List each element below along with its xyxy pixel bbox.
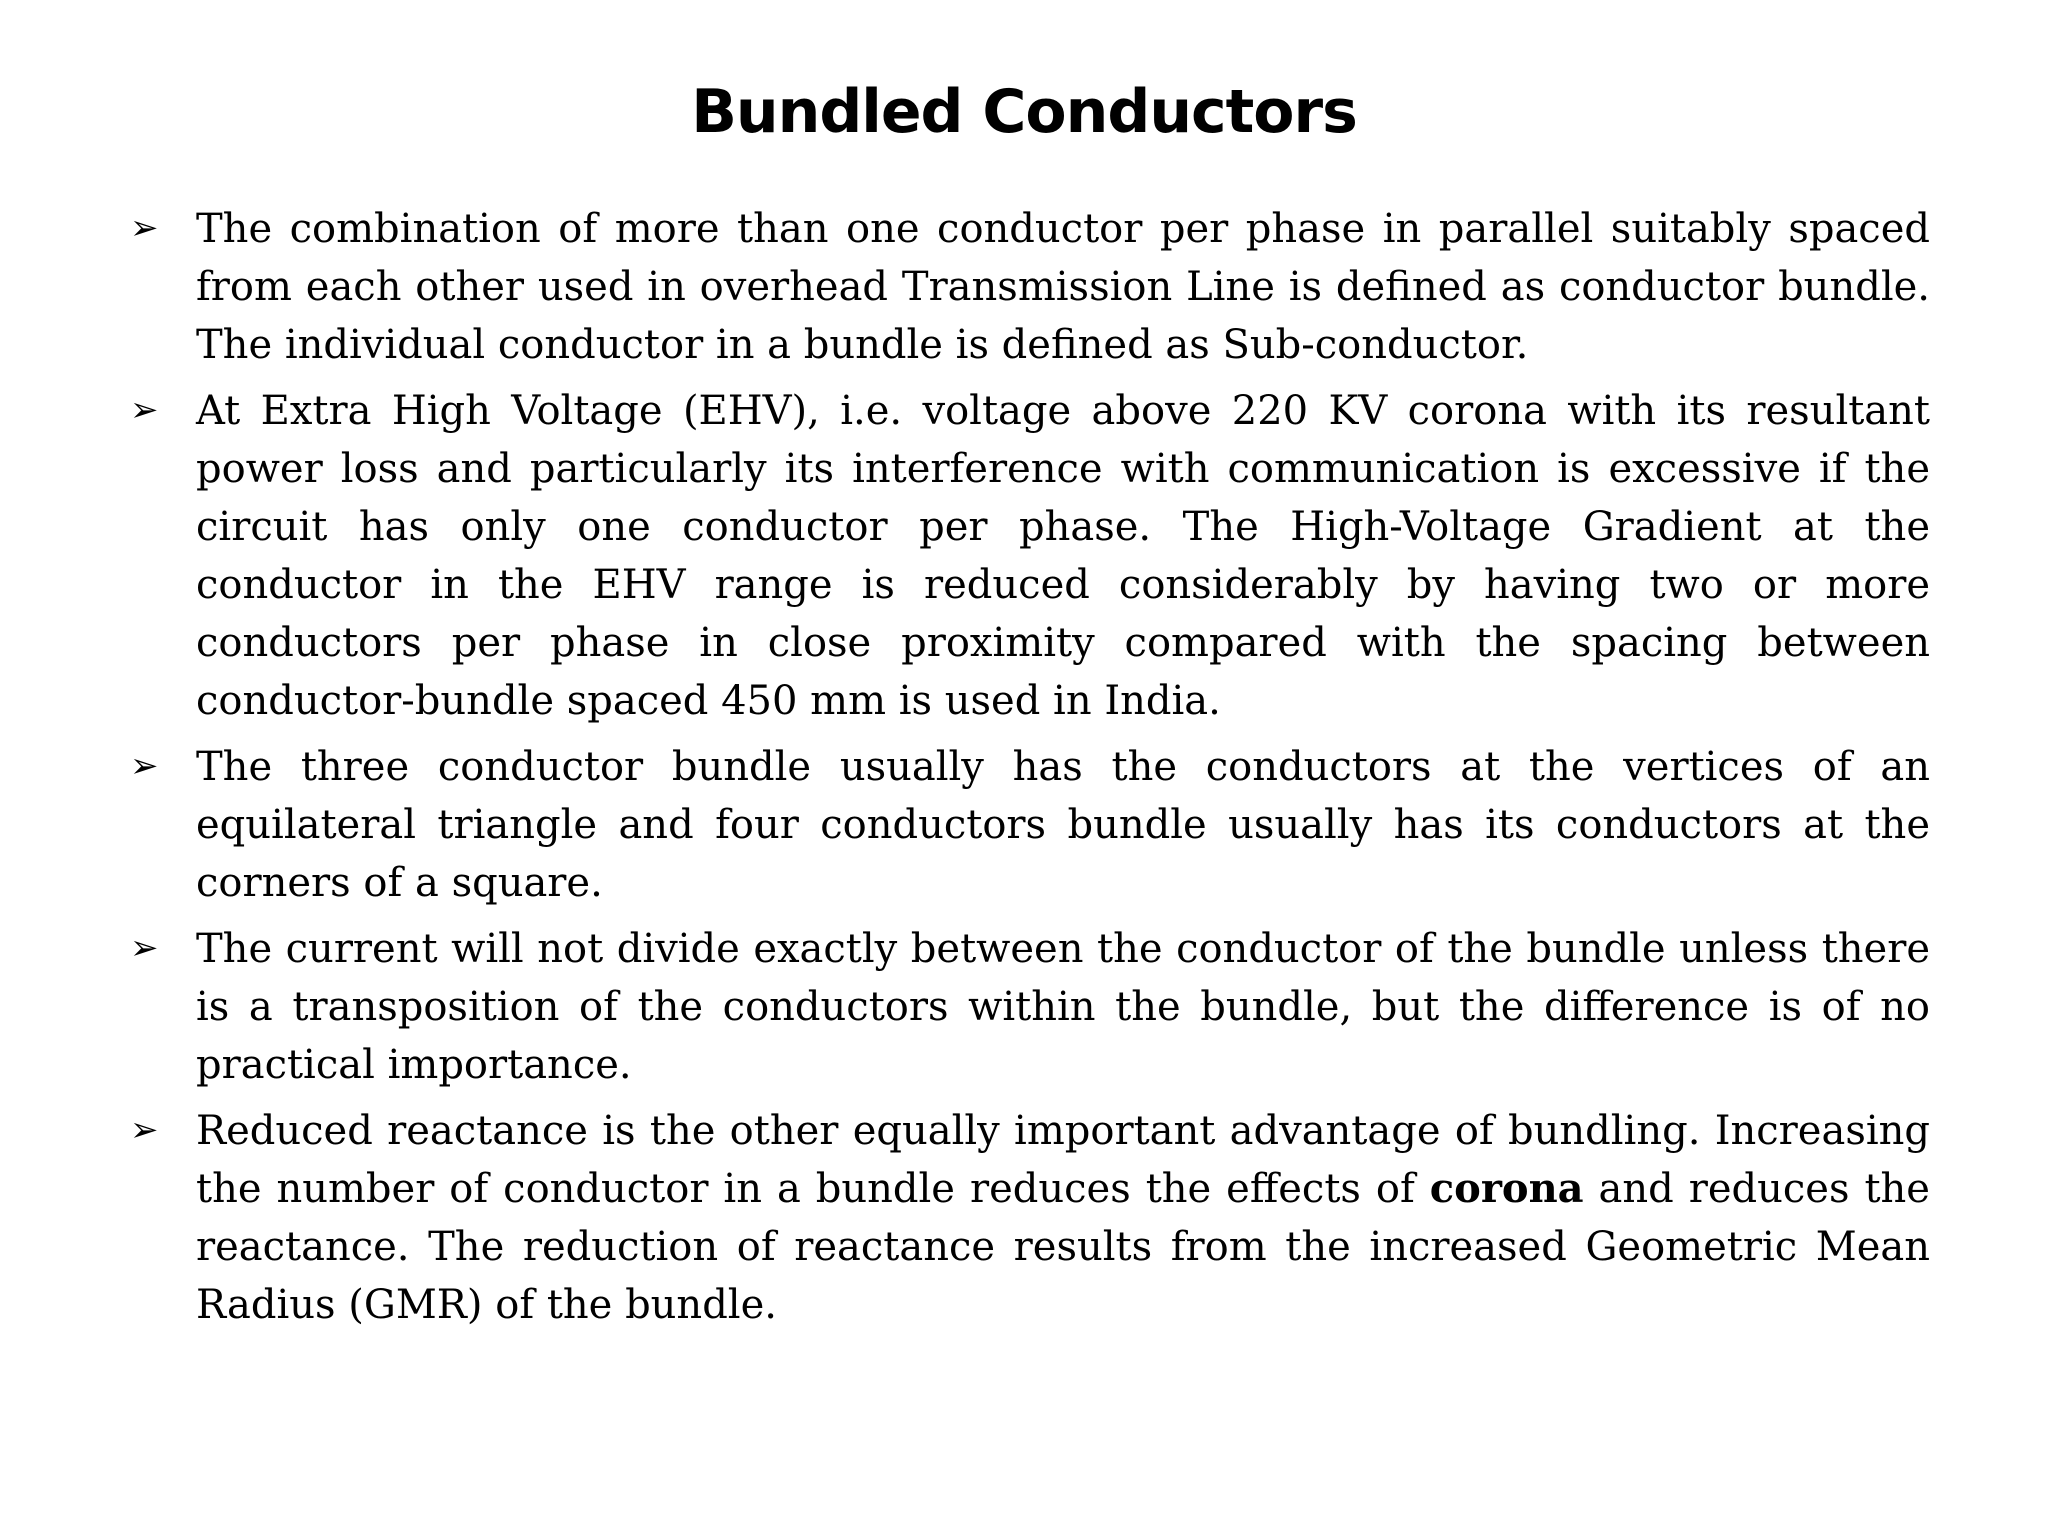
bullet-text-part: and reduces the reactance. The reduction of reactance results from the increased Geometric Mean Radius (GMR) of the bundle.	[196, 1166, 1930, 1328]
bullet-list	[120, 200, 1930, 1342]
bullet-text: The combination of more than one conductor per phase in parallel suitably spaced from each other used in overhead Transmission Line is defined as conductor bundle. The individual conductor in a bundle is defined as Sub-conductor.	[196, 206, 1930, 368]
bullet-text: The three conductor bundle usually has the conductors at the vertices of an equilateral triangle and four conductors bundle usually has its conductors at the corners of a square.	[196, 744, 1930, 906]
arrowhead-bullet-icon: ➢	[130, 208, 159, 248]
bullet-item	[120, 382, 1930, 730]
arrowhead-bullet-icon: ➢	[130, 928, 159, 968]
arrowhead-bullet-icon: ➢	[130, 1110, 159, 1150]
bullet-item	[120, 1102, 1930, 1334]
arrowhead-bullet-icon: ➢	[130, 390, 159, 430]
bullet-item	[120, 920, 1930, 1094]
bullet-text-part: Reduced reactance is the other equally important advantage of bundling. Increasing the number of conductor in a bundle reduces the effects of	[196, 1108, 1930, 1212]
bullet-text: At Extra High Voltage (EHV), i.e. voltage above 220 KV corona with its resultant power loss and particularly its interference with communication is excessive if the circuit has only one conductor per phase. The High-Voltage Gradient at the conductor in the EHV range is reduced considerably by having two or more conductors per phase in close proximity compared with the spacing between conductor-bundle spaced 450 mm is used in India.	[196, 388, 1930, 724]
bullet-item	[120, 738, 1930, 912]
bullet-text	[196, 1108, 1930, 1328]
bullet-item	[120, 200, 1930, 374]
arrowhead-bullet-icon: ➢	[130, 746, 159, 786]
bullet-text: The current will not divide exactly between the conductor of the bundle unless there is a transposition of the conductors within the bundle, but the difference is of no practical importance.	[196, 926, 1930, 1088]
slide-title: Bundled Conductors	[691, 77, 1357, 147]
bold-term-corona: corona	[1429, 1165, 1584, 1212]
